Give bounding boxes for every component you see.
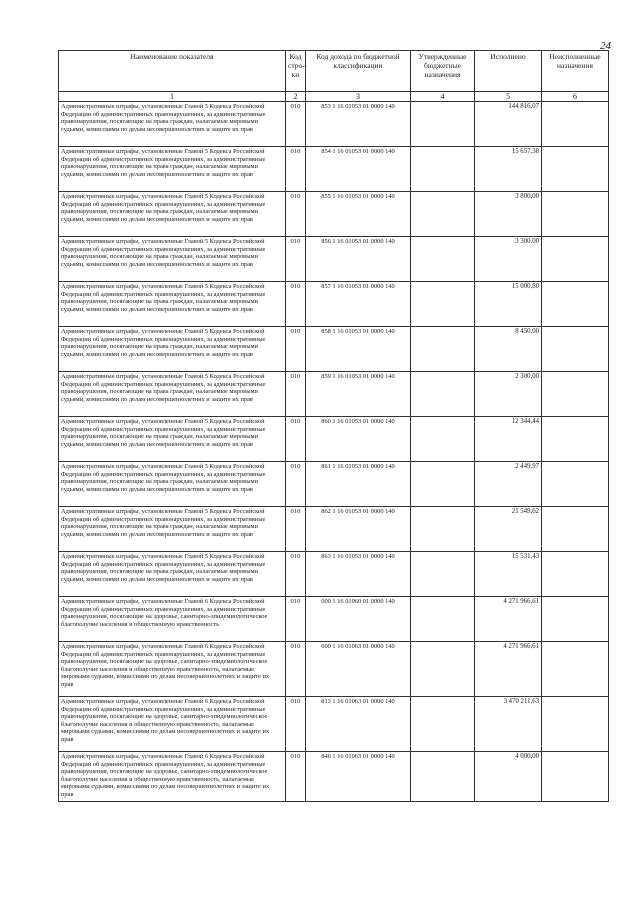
row-income-code: 861 1 16 01053 01 0000 140 — [306, 462, 411, 507]
row-executed: 3 800,00 — [475, 192, 542, 237]
row-code: 010 — [286, 237, 306, 282]
row-unexecuted — [542, 597, 609, 642]
row-income-code: 860 1 16 01053 01 0000 140 — [306, 417, 411, 462]
row-approved — [411, 462, 475, 507]
table-row — [59, 192, 609, 237]
row-indicator-name: Административные штрафы, установленные Главой 6 Кодекса Российской Федерации об административных правонарушениях, за административные правонарушения, посягающие на здоровье, санитарно-эпидемиологическое благополучие населения и общественную нравственность, налагаемые мировыми судьями, комиссиями по делам несовершеннолетних и защите их прав — [59, 642, 286, 697]
row-executed: 144 816,07 — [475, 102, 542, 147]
row-code: 010 — [286, 597, 306, 642]
column-number: 3 — [306, 92, 411, 102]
row-unexecuted — [542, 507, 609, 552]
row-approved — [411, 282, 475, 327]
row-unexecuted — [542, 147, 609, 192]
row-approved — [411, 327, 475, 372]
table-row — [59, 552, 609, 597]
row-income-code: 000 1 16 01063 01 0000 140 — [306, 642, 411, 697]
row-indicator-name: Административные штрафы, установленные Главой 5 Кодекса Российской Федерации об административных правонарушениях, за административные правонарушения, посягающие на права граждан, налагаемые мировыми судьями, комиссиями по делам несовершеннолетних и защите их прав — [59, 462, 286, 507]
column-number: 2 — [286, 92, 306, 102]
table-row — [59, 697, 609, 752]
row-executed: 4 271 966,61 — [475, 597, 542, 642]
header-row — [59, 51, 609, 92]
row-code: 010 — [286, 327, 306, 372]
row-code: 010 — [286, 462, 306, 507]
row-unexecuted — [542, 552, 609, 597]
row-code: 010 — [286, 642, 306, 697]
column-number-row — [59, 92, 609, 102]
row-indicator-name: Административные штрафы, установленные Главой 6 Кодекса Российской Федерации об административных правонарушениях, за административные правонарушения, посягающие на здоровье, санитарно-эпидемиологическое благополучие населения и общественную нравственность — [59, 597, 286, 642]
header-executed: Исполнено — [475, 51, 542, 92]
row-approved — [411, 552, 475, 597]
row-indicator-name: Административные штрафы, установленные Главой 5 Кодекса Российской Федерации об административных правонарушениях, за административные правонарушения, посягающие на права граждан, налагаемые мировыми судьями, комиссиями по делам несовершеннолетних и защите их прав — [59, 327, 286, 372]
row-income-code: 813 1 16 01063 01 0000 140 — [306, 697, 411, 752]
row-income-code: 846 1 16 01063 01 0000 140 — [306, 752, 411, 802]
table-row — [59, 237, 609, 282]
row-unexecuted — [542, 752, 609, 802]
row-executed: 21 549,62 — [475, 507, 542, 552]
row-executed: 2 449,97 — [475, 462, 542, 507]
header-income-code: Код дохода по бюджетной классификации — [306, 51, 411, 92]
row-indicator-name: Административные штрафы, установленные Главой 6 Кодекса Российской Федерации об административных правонарушениях, за административные правонарушения, посягающие на здоровье, санитарно-эпидемиологическое благополучие населения и общественную нравственность, налагаемые мировыми судьями, комиссиями по делам несовершеннолетних и защите их прав — [59, 752, 286, 802]
row-code: 010 — [286, 507, 306, 552]
row-code: 010 — [286, 147, 306, 192]
row-indicator-name: Административные штрафы, установленные Главой 5 Кодекса Российской Федерации об административных правонарушениях, за административные правонарушения, посягающие на права граждан, налагаемые мировыми судьями, комиссиями по делам несовершеннолетних и защите их прав — [59, 417, 286, 462]
row-indicator-name: Административные штрафы, установленные Главой 5 Кодекса Российской Федерации об административных правонарушениях, за административные правонарушения, посягающие на права граждан, налагаемые мировыми судьями, комиссиями по делам несовершеннолетних и защите их прав — [59, 192, 286, 237]
row-executed: 15 531,43 — [475, 552, 542, 597]
header-approved: Утвержденные бюджетные назначения — [411, 51, 475, 92]
row-income-code: 862 1 16 01053 01 0000 140 — [306, 507, 411, 552]
table-row — [59, 327, 609, 372]
row-indicator-name: Административные штрафы, установленные Главой 5 Кодекса Российской Федерации об административных правонарушениях, за административные правонарушения, посягающие на права граждан, налагаемые мировыми судьями, комиссиями по делам несовершеннолетних и защите их прав — [59, 147, 286, 192]
row-executed: 4 271 966,61 — [475, 642, 542, 697]
row-code: 010 — [286, 552, 306, 597]
row-executed: 3 300,00 — [475, 237, 542, 282]
row-income-code: 855 1 16 01053 01 0000 140 — [306, 192, 411, 237]
row-executed: 15 657,38 — [475, 147, 542, 192]
row-income-code: 854 1 16 01053 01 0000 140 — [306, 147, 411, 192]
row-unexecuted — [542, 417, 609, 462]
table-row — [59, 282, 609, 327]
row-income-code: 859 1 16 01053 01 0000 140 — [306, 372, 411, 417]
column-number: 5 — [475, 92, 542, 102]
row-executed: 12 344,44 — [475, 417, 542, 462]
row-indicator-name: Административные штрафы, установленные Главой 6 Кодекса Российской Федерации об административных правонарушениях, за административные правонарушения, посягающие на здоровье, санитарно-эпидемиологическое благополучие населения и общественную нравственность, налагаемые мировыми судьями, комиссиями по делам несовершеннолетних и защите их прав — [59, 697, 286, 752]
row-unexecuted — [542, 462, 609, 507]
row-unexecuted — [542, 642, 609, 697]
row-approved — [411, 697, 475, 752]
row-code: 010 — [286, 752, 306, 802]
table-row — [59, 642, 609, 697]
row-unexecuted — [542, 237, 609, 282]
row-approved — [411, 597, 475, 642]
row-executed: 3 470 211,63 — [475, 697, 542, 752]
header-row-code: Код стро- ки — [286, 51, 306, 92]
row-indicator-name: Административные штрафы, установленные Главой 5 Кодекса Российской Федерации об административных правонарушениях, за административные правонарушения, посягающие на права граждан, налагаемые мировыми судьями, комиссиями по делам несовершеннолетних и защите их прав — [59, 282, 286, 327]
table-row — [59, 597, 609, 642]
row-approved — [411, 102, 475, 147]
row-executed: 8 450,00 — [475, 327, 542, 372]
table-row — [59, 462, 609, 507]
row-income-code: 858 1 16 01053 01 0000 140 — [306, 327, 411, 372]
page-number: 24 — [600, 40, 611, 52]
row-approved — [411, 147, 475, 192]
row-approved — [411, 752, 475, 802]
row-approved — [411, 642, 475, 697]
row-approved — [411, 417, 475, 462]
row-indicator-name: Административные штрафы, установленные Главой 5 Кодекса Российской Федерации об административных правонарушениях, за административные правонарушения, посягающие на права граждан, налагаемые мировыми судьями, комиссиями по делам несовершеннолетних и защите их прав — [59, 507, 286, 552]
row-unexecuted — [542, 282, 609, 327]
row-unexecuted — [542, 192, 609, 237]
row-unexecuted — [542, 372, 609, 417]
row-income-code: 000 1 16 01060 01 0000 140 — [306, 597, 411, 642]
row-code: 010 — [286, 282, 306, 327]
row-executed: 4 000,00 — [475, 752, 542, 802]
column-number: 4 — [411, 92, 475, 102]
row-indicator-name: Административные штрафы, установленные Главой 5 Кодекса Российской Федерации об административных правонарушениях, за административные правонарушения, посягающие на права граждан, налагаемые мировыми судьями, комиссиями по делам несовершеннолетних и защите их прав — [59, 102, 286, 147]
row-indicator-name: Административные штрафы, установленные Главой 5 Кодекса Российской Федерации об административных правонарушениях, за административные правонарушения, посягающие на права граждан, налагаемые мировыми судьями, комиссиями по делам несовершеннолетних и защите их прав — [59, 237, 286, 282]
row-approved — [411, 237, 475, 282]
table-row — [59, 752, 609, 802]
column-number: 6 — [542, 92, 609, 102]
table-row — [59, 507, 609, 552]
table-row — [59, 417, 609, 462]
row-code: 010 — [286, 697, 306, 752]
row-executed: 15 000,80 — [475, 282, 542, 327]
revenue-report-table — [58, 50, 609, 802]
row-code: 010 — [286, 102, 306, 147]
row-indicator-name: Административные штрафы, установленные Главой 5 Кодекса Российской Федерации об административных правонарушениях, за административные правонарушения, посягающие на права граждан, налагаемые мировыми судьями, комиссиями по делам несовершеннолетних и защите их прав — [59, 552, 286, 597]
row-indicator-name: Административные штрафы, установленные Главой 5 Кодекса Российской Федерации об административных правонарушениях, за административные правонарушения, посягающие на права граждан, налагаемые мировыми судьями, комиссиями по делам несовершеннолетних и защите их прав — [59, 372, 286, 417]
row-code: 010 — [286, 192, 306, 237]
row-unexecuted — [542, 697, 609, 752]
row-unexecuted — [542, 102, 609, 147]
row-income-code: 853 1 16 01053 01 0000 140 — [306, 102, 411, 147]
table-row — [59, 147, 609, 192]
row-income-code: 863 1 16 01053 01 0000 140 — [306, 552, 411, 597]
row-code: 010 — [286, 372, 306, 417]
row-approved — [411, 372, 475, 417]
column-number: 1 — [59, 92, 286, 102]
header-indicator-name: Наименование показателя — [59, 51, 286, 92]
row-unexecuted — [542, 327, 609, 372]
row-executed: 2 300,00 — [475, 372, 542, 417]
row-approved — [411, 192, 475, 237]
row-income-code: 856 1 16 01053 01 0000 140 — [306, 237, 411, 282]
row-approved — [411, 507, 475, 552]
table-row — [59, 102, 609, 147]
table-row — [59, 372, 609, 417]
row-income-code: 857 1 16 01053 01 0000 140 — [306, 282, 411, 327]
header-unexecuted: Неисполненные назначения — [542, 51, 609, 92]
row-code: 010 — [286, 417, 306, 462]
